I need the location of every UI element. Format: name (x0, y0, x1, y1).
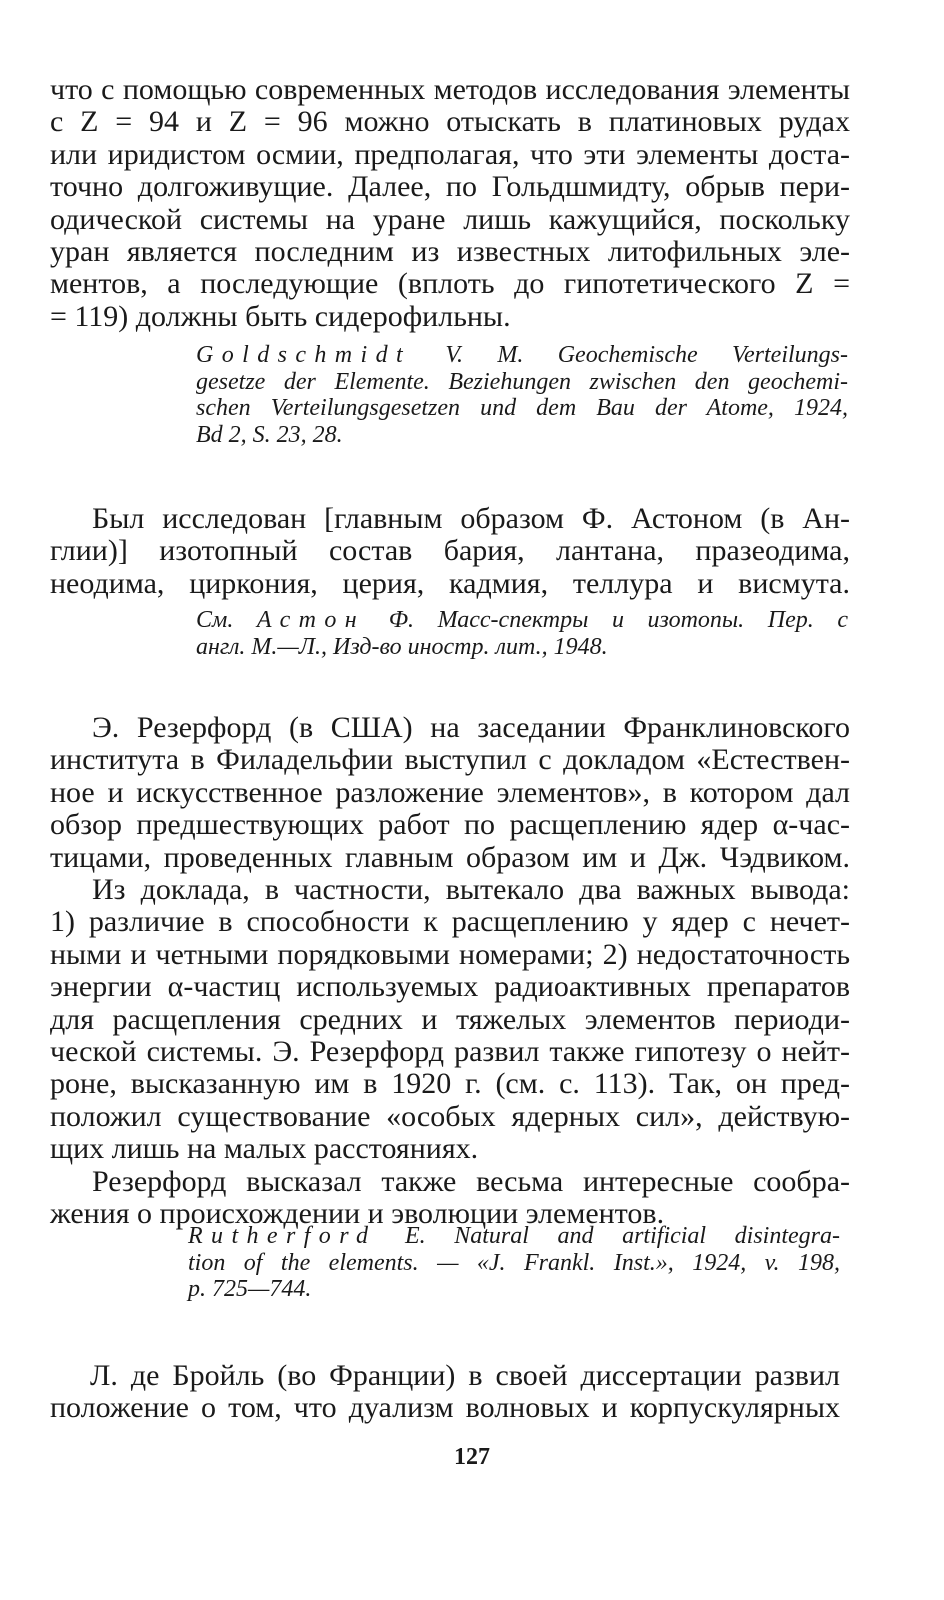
reference-author: Rutherford (188, 1223, 377, 1249)
text-line: положение о том, что дуализм волновых и корпускулярных (50, 1391, 840, 1425)
reference-goldschmidt (196, 342, 848, 448)
reference-author: Астон (256, 607, 366, 633)
reference-line (188, 1223, 840, 1250)
text-line: энергии α-частиц используемых радиоактивных препаратов (50, 970, 850, 1004)
text-line: глии)] изотопный состав бария, лантана, празеодима, (50, 534, 850, 568)
text-line: с Z = 94 и Z = 96 можно отыскать в платиновых рудах (50, 105, 850, 139)
paragraph-goldschmidt (50, 74, 850, 333)
text-line: щих лишь на малых расстояниях. (50, 1132, 479, 1166)
text-line: = 119) должны быть сидерофильны. (50, 299, 511, 333)
text-line: одической системы на уране лишь кажущийся, поскольку (50, 202, 850, 236)
paragraph-de-broglie (50, 1360, 840, 1425)
reference-line: англ. М.—Л., Изд-во иностр. лит., 1948. (196, 633, 608, 660)
reference-line (196, 607, 848, 634)
reference-line: p. 725—744. (188, 1276, 312, 1302)
text-line: обзор предшествующих работ по расщеплению ядер α-час- (50, 808, 850, 842)
text-line: института в Филадельфии выступил с докладом «Естествен- (50, 743, 850, 777)
text-line: 1) различие в способности к расщеплению у ядер с нечет- (50, 905, 850, 939)
text-line: ными и четными порядковыми номерами; 2) недостаточность (50, 937, 850, 971)
text-line: тицами, проведенных главным образом им и Дж. Чэдвиком. (50, 840, 850, 874)
paragraph-rutherford-conclusions (50, 874, 850, 1166)
text-line: что с помощью современных методов исследования элементы (50, 73, 850, 106)
reference-author: Goldschmidt (196, 342, 412, 368)
reference-text: V. M. Geochemische Verteilungs- (411, 342, 848, 368)
reference-prefix: См. (196, 607, 257, 633)
text-line: ное и искусственное разложение элементов», в котором дал (50, 775, 850, 809)
text-line: ментов, а последующие (вплоть до гипотетического Z = (50, 267, 850, 301)
text-line: Резерфорд высказал также весьма интересные сообра- (92, 1165, 850, 1198)
reference-line: schen Verteilungsgesetzen und dem Bau der Atome, 1924, (196, 395, 848, 421)
text-line: Из доклада, в частности, вытекало два важных вывода: (92, 873, 850, 906)
reference-line: Bd 2, S. 23, 28. (196, 421, 343, 448)
paragraph-aston (50, 503, 850, 600)
reference-text: Ф. Масс-спектры и изотопы. Пер. с (365, 607, 848, 633)
reference-line (196, 342, 848, 369)
paragraph-rutherford (50, 712, 850, 874)
reference-line: gesetze der Elemente. Beziehungen zwischen den geochemi- (196, 368, 848, 395)
text-line: точно долгоживущие. Далее, по Гольдшмидту, обрыв пери- (50, 170, 850, 204)
text-line: Э. Резерфорд (в США) на заседании Франклиновского (92, 711, 850, 744)
text-line: Был исследован [главным образом Ф. Астоном (в Ан- (92, 502, 850, 535)
text-line: роне, высказанную им в 1920 г. (см. с. 113). Так, он пред- (50, 1067, 850, 1101)
reference-line: tion of the elements. — «J. Frankl. Inst.», 1924, v. 198, (188, 1249, 840, 1276)
paragraph-rutherford-origin (50, 1166, 850, 1231)
text-line: положил существование «особых ядерных сил», действую- (50, 1099, 850, 1133)
reference-aston (196, 607, 848, 660)
text-line: Л. де Бройль (во Франции) в своей диссертации развил (90, 1359, 840, 1392)
text-line: для расщепления средних и тяжелых элементов периоди- (50, 1002, 850, 1036)
text-line: уран является последним из известных литофильных эле- (50, 235, 850, 269)
reference-rutherford (188, 1223, 840, 1303)
page-number: 127 (454, 1444, 490, 1470)
text-line: ческой системы. Э. Резерфорд развил также гипотезу о нейт- (50, 1035, 850, 1069)
reference-text: E. Natural and artificial disintegra- (376, 1223, 840, 1249)
text-line: неодима, циркония, церия, кадмия, теллура и висмута. (50, 566, 850, 600)
text-line: или иридистом осмии, предполагая, что эти элементы доста- (50, 137, 850, 171)
text-line: жения о происхождении и эволюции элементов. (50, 1197, 665, 1231)
